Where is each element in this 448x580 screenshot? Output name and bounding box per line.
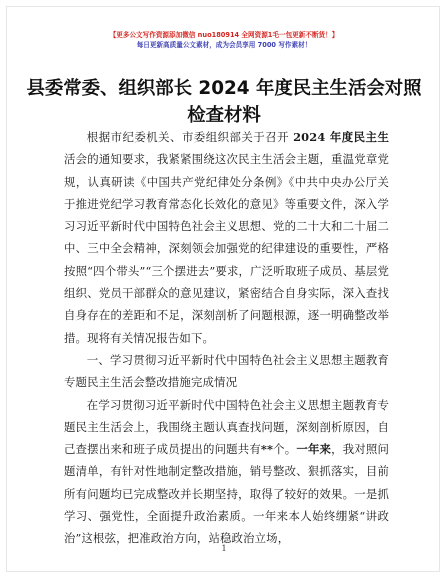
document-title (0, 75, 448, 129)
intro-paragraph (64, 126, 389, 349)
section-1-text-a: 在学习贯彻习近平新时代中国特色社会主义思想主题教育专题民主生活会上，我围绕主题认真查找问题，深刻剖析原因，自己查摆出来和班子成员提出的问题共有 (64, 397, 389, 457)
title-line-1: 县委常委、组织部长 2024 年度民主生活会对照 (26, 78, 422, 99)
section-1-text-c: 个。 (273, 442, 297, 457)
section-1-text-d: 一年来 (296, 442, 332, 457)
promo-banner (0, 30, 448, 50)
intro-text-bold: 2024 年度民主生 (293, 130, 389, 144)
page-number: 1 (221, 544, 227, 553)
section-1-text-b: ** (260, 442, 274, 457)
section-1-paragraph (64, 394, 389, 550)
section-1-text-e: ，我对照问题清单，有针对性地制定整改措施，销号整改、狠抓落实，目前所有问题均已完成整改并长期坚持，取得了较好的效果。一是抓学习、强党性，全面提升政治素质。一年来本人始终绷紧“讲政治”这根弦，把准政治方向，站稳政治立场， (64, 442, 389, 546)
title-line-2: 检查材料 (187, 105, 261, 126)
promo-line-2: 每日更新高质量公文素材，成为会员享用 7000 写作素材！ (136, 41, 312, 49)
promo-line-1: 【更多公文写作资源添加微信 nuo180914 全网资源1毛一包更新不断货！】 (109, 31, 339, 39)
intro-text-c: 活会的通知要求，我紧紧围绕这次民主生活会主题，重温党章党规，认真研读《中国共产党纪律处分条例》《中共中央办公厅关于推进党纪学习教育常态化长效化的意见》等重要文件，深入学习习近平新时代中国特色社会主义思想、党的二十大和二十届二中、三中全会精神，深刻领会加强党的纪律建设的重要性，严格按照“四个带头”“三个摆进去”要求，广泛听取班子成员、基层党组织、党员干部群众的意见建议，紧密结合自身实际，深入查找自身存在的差距和不足，深刻剖析了问题根源，逐一明确整改举措。现将有关情况报告如下。 (64, 152, 389, 345)
intro-text-a: 根据市纪委机关、市委组织部关于召开 (86, 130, 294, 144)
section-heading-1: 一、学习贯彻习近平新时代中国特色社会主义思想主题教育专题民主生活会整改措施完成情况 (64, 352, 389, 390)
document-body (64, 126, 389, 550)
